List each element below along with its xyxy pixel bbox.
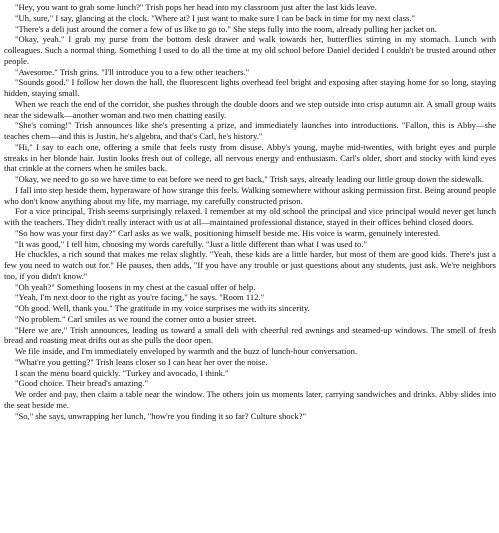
paragraph: "Yeah, I'm next door to the right as you're facing," he says. "Room 112." — [15, 292, 265, 303]
paragraph: I fall into step beside them, hyperaware of how strange this feels. Walking somewhere without asking permission first. Being around people who don't know anything about my life, my marriage, my carefully constructed prison. — [4, 184, 497, 206]
paragraph: "Hi," I say to each one, offering a smile that feels rusty from disuse. Abby's young, maybe mid-twenties, with bright eyes and purple streaks in her blonde hair. Justin looks fresh out of college, all nervous energy and enthusiasm. Carl's older, short and stocky with kind eyes that crinkle at the corners when he smiles back. — [4, 141, 496, 174]
paragraph: "So," she says, unwrapping her lunch, "how're you finding it so far? Culture shock?" — [15, 410, 307, 421]
paragraph: "Uh, sure," I say, glancing at the clock. "Where at? I just want to make sure I can be back in time for my next class." — [15, 12, 416, 23]
paragraph: "Here we are," Trish announces, leading us toward a small deli with cheerful red awnings and steamed-up windows. The smell of fresh bread and roasting meat drifts out as she pulls the door open. — [4, 324, 496, 346]
paragraph: "Sounds good." I follow her down the hall, the fluorescent lights overhead feel bright and exposing after staying home for so long, staying hidden, staying small. — [4, 77, 496, 98]
paragraph: "Oh good. Well, thank you." The gratitude in my voice surprises me with its sincerity. — [15, 303, 310, 313]
paragraph: "No problem." Carl smiles as we round the corner onto a busier street. — [15, 313, 257, 324]
paragraph: He chuckles, a rich sound that makes me relax slightly. "Yeah, these kids are a little harder, but most of them are good kids. There's just a few you need to watch out for." He pauses, then adds, "If you have any trouble or just questions about any students, just ask. We're neighbors too, if you didn't know." — [4, 249, 496, 281]
paragraph: "Oh yeah?" Something loosens in my chest at the casual offer of help. — [15, 281, 256, 292]
paragraph: When we reach the end of the corridor, she pushes through the double doors and we step outside into crisp autumn air. A small group waits near the sidewalk—another woman and two men chatting easily. — [4, 98, 496, 120]
paragraph: "Okay, we need to go so we have time to eat before we need to get back," Trish says, already leading our little group down the sidewalk. — [15, 174, 484, 184]
paragraph: "Hey, you want to grab some lunch?" Trish pops her head into my classroom just after the last kids leave. — [15, 2, 377, 12]
paragraph: "What're you getting?" Trish leans closer so I can hear her over the noise. — [15, 356, 268, 367]
paragraph: For a vice principal, Trish seems surprisingly relaxed. I remember at my old school the principal and vice principal would never get lunch with the teachers. They didn't really interact with us at all—maintained professional distance, stayed in their offices behind closed doors. — [4, 206, 496, 227]
paragraph: "It was good," I tell him, choosing my words carefully. "Just a little different than what I was used to." — [15, 238, 367, 249]
paragraph: "She's coming!" Trish announces like she's presenting a prize, and immediately launches into introductions. "Fallon, this is Abby—she teaches chem—and this is Justin, he's algebra, and that's Carl, he's history." — [4, 120, 496, 141]
paragraph: "So how was your first day?" Carl asks as we walk, positioning himself beside me. His voice is warm, genuinely interested. — [15, 227, 441, 238]
paragraph: "Awesome." Trish grins. "I'll introduce you to a few other teachers." — [15, 66, 250, 77]
paragraph: "Okay, yeah." I grab my purse from the bottom desk drawer and walk towards her, butterflies stirring in my stomach. Lunch with colleagues. Such a normal thing. Something I used to do all the time at my old school before Daniel decided I couldn't be trusted around other people. — [4, 34, 496, 66]
paragraph: "Good choice. Their bread's amazing." — [15, 378, 148, 389]
paragraph: "There's a deli just around the corner a few of us like to go to." She steps fully into the room, already pulling her jacket on. — [15, 23, 437, 34]
paragraph: I scan the menu board quickly. "Turkey and avocado, I think." — [15, 367, 229, 378]
paragraph: We order and pay, then claim a table near the window. The others join us moments later, carrying sandwiches and drinks. Abby slides into the seat beside me. — [4, 389, 496, 410]
paragraph: We file inside, and I'm immediately enveloped by warmth and the buzz of lunch-hour conversation. — [15, 346, 358, 356]
